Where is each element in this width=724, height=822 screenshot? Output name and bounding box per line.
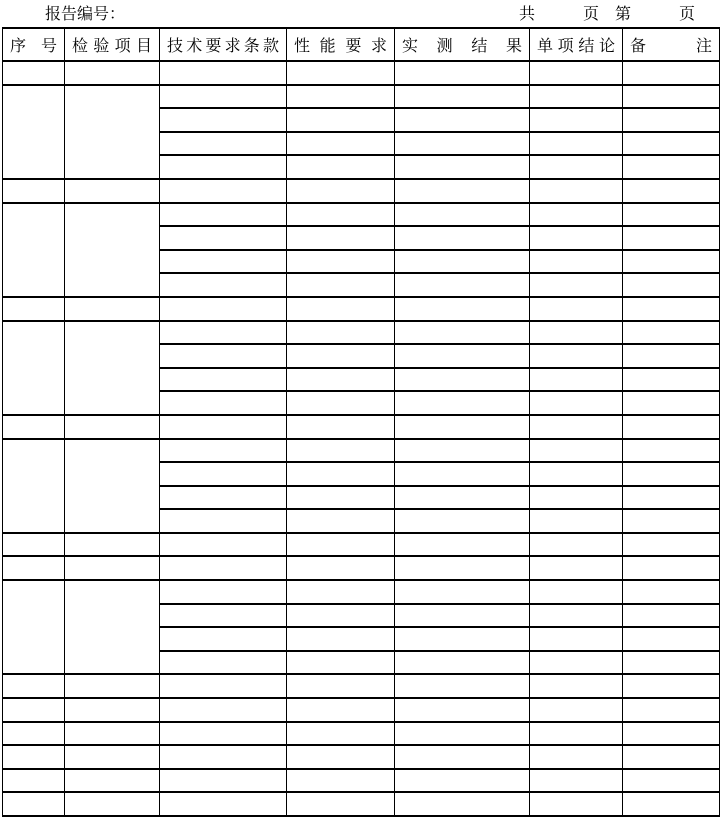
item-conclusion-cell [530, 368, 623, 392]
measured-result-cell [395, 486, 530, 510]
measured-result-cell [395, 722, 530, 746]
item-conclusion-cell [530, 132, 623, 156]
measured-result-cell [395, 273, 530, 297]
remarks-cell [623, 698, 720, 722]
technical-requirement-cell [160, 439, 287, 463]
serial-no-cell [3, 321, 65, 415]
serial-no-cell [3, 745, 65, 769]
remarks-cell [623, 745, 720, 769]
measured-result-cell [395, 344, 530, 368]
technical-requirement-cell [160, 368, 287, 392]
table-row [3, 61, 720, 85]
technical-requirement-cell [160, 344, 287, 368]
measured-result-cell [395, 297, 530, 321]
measured-result-cell [395, 604, 530, 628]
table-row [3, 439, 720, 463]
remarks-cell [623, 627, 720, 651]
item-conclusion-cell [530, 415, 623, 439]
inspection-item-cell [65, 297, 160, 321]
remarks-cell [623, 61, 720, 85]
serial-no-cell [3, 415, 65, 439]
measured-result-cell [395, 698, 530, 722]
technical-requirement-cell [160, 415, 287, 439]
item-conclusion-cell [530, 745, 623, 769]
inspection-item-cell [65, 61, 160, 85]
table-row [3, 674, 720, 698]
performance-requirement-cell [287, 344, 395, 368]
technical-requirement-cell [160, 486, 287, 510]
remarks-cell [623, 651, 720, 675]
item-conclusion-cell [530, 509, 623, 533]
item-conclusion-cell [530, 792, 623, 816]
measured-result-cell [395, 391, 530, 415]
remarks-cell [623, 792, 720, 816]
inspection-item-cell [65, 674, 160, 698]
item-conclusion-cell [530, 486, 623, 510]
performance-requirement-cell [287, 698, 395, 722]
technical-requirement-cell [160, 61, 287, 85]
remarks-cell [623, 462, 720, 486]
serial-no-cell [3, 203, 65, 297]
technical-requirement-cell [160, 250, 287, 274]
performance-requirement-cell [287, 533, 395, 557]
technical-requirement-cell [160, 391, 287, 415]
item-conclusion-cell [530, 85, 623, 109]
inspection-item-cell [65, 792, 160, 816]
remarks-cell [623, 556, 720, 580]
header-row [3, 28, 720, 61]
measured-result-cell [395, 203, 530, 227]
table-row [3, 415, 720, 439]
item-conclusion-cell [530, 226, 623, 250]
table-row [3, 792, 720, 816]
inspection-item-cell [65, 698, 160, 722]
remarks-cell [623, 108, 720, 132]
remarks-cell [623, 297, 720, 321]
performance-requirement-cell [287, 155, 395, 179]
technical-requirement-cell [160, 556, 287, 580]
serial-no-cell [3, 179, 65, 203]
measured-result-cell [395, 155, 530, 179]
performance-requirement-cell [287, 674, 395, 698]
inspection-item-cell [65, 179, 160, 203]
remarks-cell [623, 722, 720, 746]
table-row [3, 203, 720, 227]
remarks-cell [623, 580, 720, 604]
col-header-performance-requirement: 性 能 要 求 [287, 28, 395, 61]
performance-requirement-cell [287, 179, 395, 203]
remarks-cell [623, 179, 720, 203]
item-conclusion-cell [530, 722, 623, 746]
technical-requirement-cell [160, 769, 287, 793]
item-conclusion-cell [530, 462, 623, 486]
technical-requirement-cell [160, 273, 287, 297]
measured-result-cell [395, 61, 530, 85]
performance-requirement-cell [287, 792, 395, 816]
measured-result-cell [395, 179, 530, 203]
table-row [3, 321, 720, 345]
technical-requirement-cell [160, 226, 287, 250]
item-conclusion-cell [530, 273, 623, 297]
remarks-cell [623, 273, 720, 297]
inspection-item-cell [65, 415, 160, 439]
measured-result-cell [395, 651, 530, 675]
table-row [3, 745, 720, 769]
table-row [3, 698, 720, 722]
inspection-item-cell [65, 580, 160, 674]
performance-requirement-cell [287, 627, 395, 651]
inspection-item-cell [65, 722, 160, 746]
inspection-item-cell [65, 203, 160, 297]
technical-requirement-cell [160, 792, 287, 816]
measured-result-cell [395, 226, 530, 250]
table-row [3, 85, 720, 109]
item-conclusion-cell [530, 580, 623, 604]
inspection-item-cell [65, 745, 160, 769]
table-row [3, 179, 720, 203]
serial-no-cell [3, 297, 65, 321]
measured-result-cell [395, 509, 530, 533]
performance-requirement-cell [287, 226, 395, 250]
remarks-cell [623, 132, 720, 156]
performance-requirement-cell [287, 769, 395, 793]
remarks-cell [623, 509, 720, 533]
serial-no-cell [3, 85, 65, 179]
remarks-cell [623, 604, 720, 628]
col-header-item-conclusion: 单项结论 [530, 28, 623, 61]
performance-requirement-cell [287, 462, 395, 486]
performance-requirement-cell [287, 297, 395, 321]
col-header-technical-requirement-clause: 技术要求条款 [160, 28, 287, 61]
item-conclusion-cell [530, 533, 623, 557]
report-number-label: 报告编号： [45, 6, 126, 23]
technical-requirement-cell [160, 533, 287, 557]
technical-requirement-cell [160, 85, 287, 109]
technical-requirement-cell [160, 108, 287, 132]
item-conclusion-cell [530, 344, 623, 368]
technical-requirement-cell [160, 462, 287, 486]
inspection-table [2, 27, 720, 817]
technical-requirement-cell [160, 604, 287, 628]
serial-no-cell [3, 769, 65, 793]
item-conclusion-cell [530, 321, 623, 345]
performance-requirement-cell [287, 556, 395, 580]
technical-requirement-cell [160, 722, 287, 746]
measured-result-cell [395, 792, 530, 816]
item-conclusion-cell [530, 108, 623, 132]
measured-result-cell [395, 745, 530, 769]
technical-requirement-cell [160, 179, 287, 203]
technical-requirement-cell [160, 203, 287, 227]
remarks-cell [623, 486, 720, 510]
performance-requirement-cell [287, 61, 395, 85]
table-row [3, 722, 720, 746]
remarks-cell [623, 250, 720, 274]
performance-requirement-cell [287, 391, 395, 415]
performance-requirement-cell [287, 745, 395, 769]
item-conclusion-cell [530, 250, 623, 274]
item-conclusion-cell [530, 627, 623, 651]
remarks-cell [623, 226, 720, 250]
technical-requirement-cell [160, 651, 287, 675]
measured-result-cell [395, 439, 530, 463]
col-header-serial-no: 序 号 [3, 28, 65, 61]
performance-requirement-cell [287, 321, 395, 345]
page-top-header [0, 4, 724, 26]
col-header-measured-result: 实 测 结 果 [395, 28, 530, 61]
inspection-item-cell [65, 556, 160, 580]
col-header-inspection-item: 检验项目 [65, 28, 160, 61]
performance-requirement-cell [287, 439, 395, 463]
item-conclusion-cell [530, 769, 623, 793]
remarks-cell [623, 203, 720, 227]
measured-result-cell [395, 462, 530, 486]
remarks-cell [623, 344, 720, 368]
serial-no-cell [3, 580, 65, 674]
technical-requirement-cell [160, 509, 287, 533]
technical-requirement-cell [160, 321, 287, 345]
technical-requirement-cell [160, 580, 287, 604]
performance-requirement-cell [287, 415, 395, 439]
serial-no-cell [3, 556, 65, 580]
performance-requirement-cell [287, 368, 395, 392]
inspection-item-cell [65, 533, 160, 557]
item-conclusion-cell [530, 391, 623, 415]
serial-no-cell [3, 533, 65, 557]
performance-requirement-cell [287, 604, 395, 628]
item-conclusion-cell [530, 674, 623, 698]
item-conclusion-cell [530, 179, 623, 203]
item-conclusion-cell [530, 604, 623, 628]
performance-requirement-cell [287, 132, 395, 156]
measured-result-cell [395, 627, 530, 651]
technical-requirement-cell [160, 698, 287, 722]
measured-result-cell [395, 533, 530, 557]
performance-requirement-cell [287, 486, 395, 510]
performance-requirement-cell [287, 722, 395, 746]
remarks-cell [623, 368, 720, 392]
remarks-cell [623, 85, 720, 109]
measured-result-cell [395, 580, 530, 604]
performance-requirement-cell [287, 580, 395, 604]
item-conclusion-cell [530, 651, 623, 675]
performance-requirement-cell [287, 203, 395, 227]
performance-requirement-cell [287, 651, 395, 675]
measured-result-cell [395, 556, 530, 580]
remarks-cell [623, 415, 720, 439]
serial-no-cell [3, 792, 65, 816]
inspection-item-cell [65, 85, 160, 179]
technical-requirement-cell [160, 745, 287, 769]
table-row [3, 533, 720, 557]
measured-result-cell [395, 321, 530, 345]
remarks-cell [623, 321, 720, 345]
item-conclusion-cell [530, 61, 623, 85]
measured-result-cell [395, 368, 530, 392]
performance-requirement-cell [287, 273, 395, 297]
remarks-cell [623, 533, 720, 557]
table-row [3, 580, 720, 604]
item-conclusion-cell [530, 556, 623, 580]
measured-result-cell [395, 769, 530, 793]
serial-no-cell [3, 698, 65, 722]
serial-no-cell [3, 674, 65, 698]
item-conclusion-cell [530, 203, 623, 227]
performance-requirement-cell [287, 85, 395, 109]
technical-requirement-cell [160, 297, 287, 321]
table-row [3, 297, 720, 321]
item-conclusion-cell [530, 297, 623, 321]
measured-result-cell [395, 415, 530, 439]
table-row [3, 556, 720, 580]
item-conclusion-cell [530, 698, 623, 722]
measured-result-cell [395, 132, 530, 156]
remarks-cell [623, 439, 720, 463]
performance-requirement-cell [287, 108, 395, 132]
serial-no-cell [3, 61, 65, 85]
technical-requirement-cell [160, 132, 287, 156]
performance-requirement-cell [287, 250, 395, 274]
inspection-item-cell [65, 439, 160, 533]
measured-result-cell [395, 85, 530, 109]
remarks-cell [623, 391, 720, 415]
item-conclusion-cell [530, 439, 623, 463]
technical-requirement-cell [160, 674, 287, 698]
remarks-cell [623, 674, 720, 698]
item-conclusion-cell [530, 155, 623, 179]
performance-requirement-cell [287, 509, 395, 533]
table-row [3, 769, 720, 793]
measured-result-cell [395, 250, 530, 274]
technical-requirement-cell [160, 155, 287, 179]
technical-requirement-cell [160, 627, 287, 651]
remarks-cell [623, 155, 720, 179]
serial-no-cell [3, 439, 65, 533]
serial-no-cell [3, 722, 65, 746]
inspection-item-cell [65, 321, 160, 415]
page-count-label: 共 页 第 页 [519, 6, 696, 23]
col-header-remarks: 备 注 [623, 28, 720, 61]
measured-result-cell [395, 108, 530, 132]
remarks-cell [623, 769, 720, 793]
inspection-item-cell [65, 769, 160, 793]
measured-result-cell [395, 674, 530, 698]
